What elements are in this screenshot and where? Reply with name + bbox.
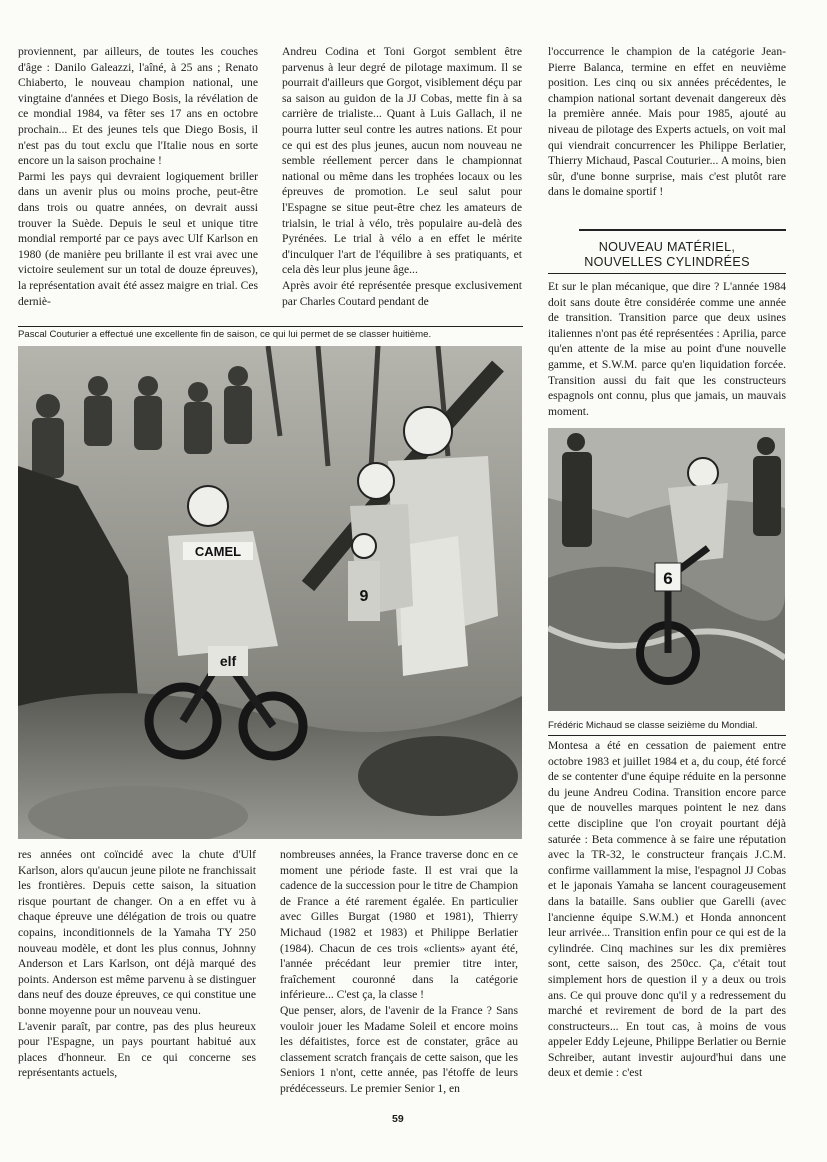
bottom-column-1 [18,847,256,1081]
paragraph: Que penser, alors, de l'avenir de la France ? Sans vouloir jouer les Madame Soleil et encore moins les défaitistes, force est de constater, grâce au classement scratch français de cette saison, que les Seniors 1 n'ont, cette année, pas l'étoffe de leurs prédécesseurs. Le premier Senior 1, en [280,1003,518,1095]
bg-rider-number: 9 [359,588,369,605]
page-number: 59 [392,1113,404,1125]
section-heading-line2: NOUVELLES CYLINDRÉES [584,255,750,269]
caption-rule [18,326,523,327]
paragraph: Andreu Codina et Toni Gorgot semblent être parvenus à leur degré de pilotage maximum. Il se pourrait d'ailleurs que Gorgot, visiblement déçu par sa saison au guidon de la JJ Cobas, mette fin à sa carrière de trialiste... Quant à Luis Gallach, il ne pourra lutter seul contre les autres nations. Et pour ce qui est des plus jeunes, aucun nom nouveau ne semble réellement percer dans le championnat national ou même dans les trophées locaux ou les épreuves de promotion. Le seul salut pour l'Espagne se situe peut-être chez les amateurs de trialsin, le trial à vélo, très populaire au-delà des Pyrénées. Le trial à vélo a en effet le mérite d'inculquer l'art de l'équilibre à ses pratiquants, et cela dès leur plus jeune âge... [282,45,522,277]
heading-rule-top [579,229,786,231]
small-photo-caption: Frédéric Michaud se classe seizième du Mondial. [548,720,758,731]
column-3-after-heading [548,279,786,419]
paragraph: proviennent, par ailleurs, de toutes les couches d'âge : Danilo Galeazzi, l'aîné, à 25 ans ; Renato Chiaberto, le nouveau champion national, une vingtaine d'années et Diego Bosis, la révélation de ce mondial 1984, va fêter ses 17 ans en octobre prochain... Et des jeunes tels que Diego Bosis, il n'est pas du tout exclu que l'Italie nous en sorte encore un la saison prochaine ! [18,45,258,168]
heading-rule-bottom [548,273,786,274]
top-column-3 [548,44,786,200]
top-column-1 [18,44,258,309]
paragraph: Et sur le plan mécanique, que dire ? L'année 1984 doit sans doute être considérée comme une année de transition. Transition parce que deux usines italiennes n'ont pas été représentées : Aprilia, parce qu'en attente de la mise au point d'une nouvelle gamme, et S.W.M. parce qu'en liquidation forcée. Transition aussi du fait que les constructeurs espagnols ont connu, plus que jamais, un mauvais moment. [548,280,786,418]
main-rider-jersey-text: CAMEL [194,544,242,559]
main-photo-caption: Pascal Couturier a effectué une excellente fin de saison, ce qui lui permet de se classer huitième. [18,329,432,340]
bottom-column-3 [548,738,786,1081]
small-photo [548,428,785,711]
paragraph: nombreuses années, la France traverse donc en ce moment une période faste. Il est vrai que la cadence de la succession pour le titre de Champion de France a été rarement égalée. En particulier avec Gilles Burgat (1980 et 1981), Thierry Michaud (1982 et 1983) et Philippe Berlatier (1984). Chacun de ces trois «clients» ayant été, l'année précédant leur premier titre inter, fraîchement couronné dans la catégorie inférieure... C'est ça, la classe ! [280,848,518,1002]
top-column-2 [282,44,522,309]
paragraph: res années ont coïncidé avec la chute d'Ulf Karlson, alors qu'aucun jeune pilote ne franchissait les frontières. Depuis cette saison, la situation risque pourtant de changer. On a en effet vu à chaque épreuve une délégation de trois ou quatre copains, inconditionnels de la Yamaha TY 250 nouveau modèle, et dont les plus connus, Johnny Anderson et Lars Karlson, ont déjà marqué des points. Anderson est même parvenu à se distinguer dans neuf des douze épreuves, ce qui constitue une bonne moyenne pour un nouveau venu. [18,848,256,1017]
paragraph: l'occurrence le champion de la catégorie Jean-Pierre Balanca, termine en effet en neuvième position. Les cinq ou six années précédentes, le champion national sortant devenait dangereux dès la première année. Mais pour 1985, ajouté au niveau de pilotage des Experts actuels, on voit mal qui viendrait concurrencer les Philippe Berlatier, Thierry Michaud, Pascal Couturier... A moins, bien sûr, d'une bonne surprise, mais c'est plutôt rare dans le domaine sportif ! [548,45,786,199]
bottom-column-2 [280,847,518,1097]
section-heading-line1: NOUVEAU MATÉRIEL, [598,240,736,254]
paragraph: Parmi les pays qui devraient logiquement briller dans un avenir plus ou moins proche, peut-être dans trois ou quatre années, on devrait aussi trouver la Suède. Depuis le seul et unique titre mondial remporté par ce pays avec Ulf Karlson en 1980 (de manière peu brillante il est vrai avec une victoire seulement sur un total de douze épreuves), la représentation avait été assez maigre en trial. Ces derniè- [18,169,258,308]
bike-sticker-text: elf [219,653,237,669]
section-heading [548,240,786,270]
paragraph: Après avoir été représentée presque exclusivement par Charles Coutard pendant de [282,278,522,308]
paragraph: Montesa a été en cessation de paiement entre octobre 1983 et juillet 1984 et a, du coup, été forcé de se contenter d'une équipe réduite en la personne du jeune Andreu Codina. Transition encore parce que de nouvelles marques pointent le nez dans cette discipline que l'on croyait pourtant déjà saturée : Beta commence à se faire une réputation avec la TR-32, le constructeur français J.C.M. confirme vaillamment la mise, l'espagnol JJ Cobas et le japonais Yamaha se lancent courageusement dans la bataille. Sans oublier que Garelli (avec l'ancienne équipe S.W.M.) et Honda annoncent leur arrivée... Transition enfin pour ce qui est de la cylindrée. Cinq machines sur les dix premières sont, cette saison, des 250cc. Ça, c'était tout simplement hors de question il y a deux ou trois ans. Ce qui prouve donc qu'il y a redressement du marché et revirement de bord de la part des constructeurs... En tout cas, à moins de vous appeler Eddy Lejeune, Philippe Berlatier ou Bernie Schreiber, autant investir aujourd'hui dans une deux et demie : c'est [548,739,786,1080]
main-photo [18,346,522,839]
small-caption-rule [548,735,786,736]
small-rider-number: 6 [663,569,673,588]
paragraph: L'avenir paraît, par contre, pas des plus heureux pour l'Espagne, un pays pourtant habitué aux places d'honneur. En ce qui concerne ses représentants actuels, [18,1019,256,1080]
